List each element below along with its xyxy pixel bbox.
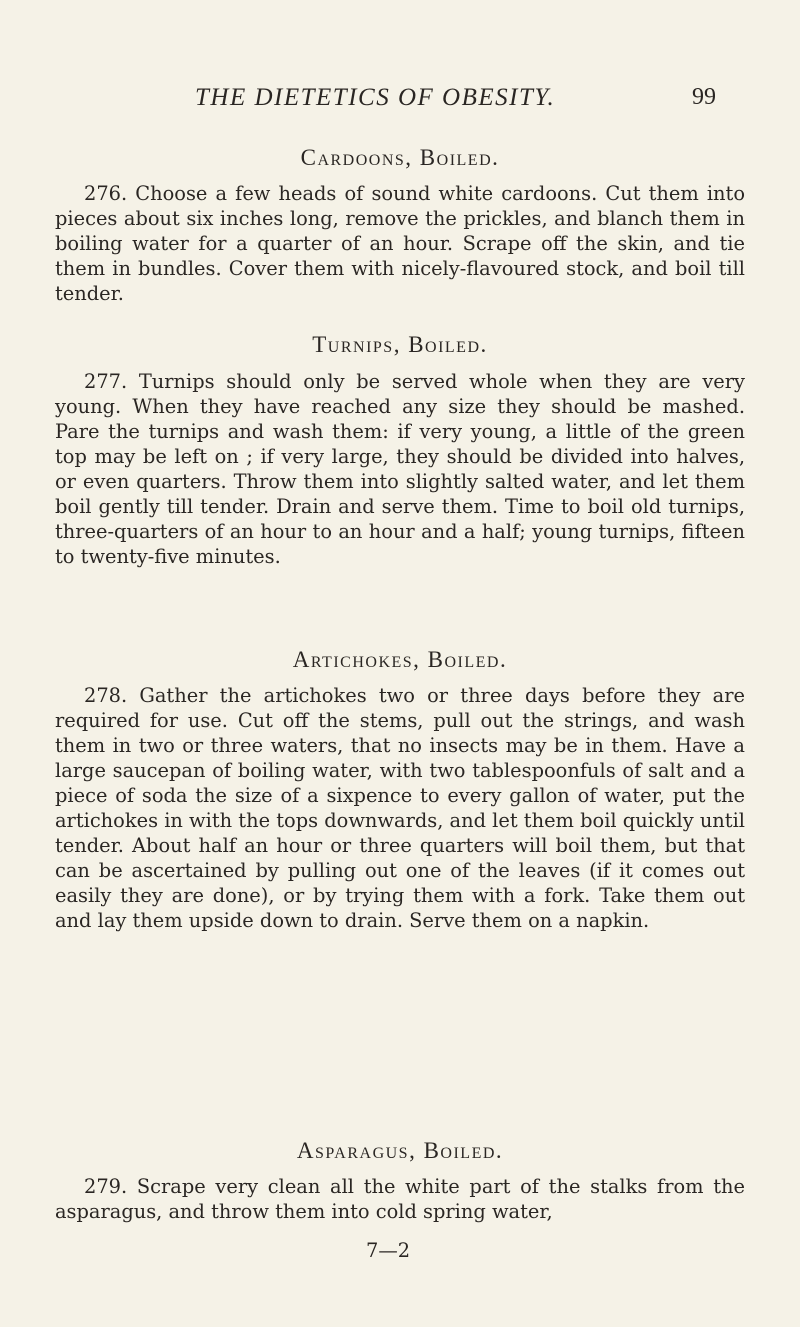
section-heading-turnips: Turnips, Boiled.	[312, 332, 488, 357]
section-heading-artichokes: Artichokes, Boiled.	[292, 647, 508, 672]
signature-mark: 7—2	[366, 1239, 411, 1262]
paragraph-279: 279. Scrape very clean all the white part of the stalks from the asparagus, and throw them into cold spring water,	[55, 1175, 745, 1223]
paragraph-276: 276. Choose a few heads of sound white cardoons. Cut them into pieces about six inches long, remove the prickles, and blanch them in boiling water for a quarter of an hour. Scrape off the skin, and tie them in bundles. Cover them with nicely-flavoured stock, and boil till tender.	[55, 182, 745, 305]
paragraph-277: 277. Turnips should only be served whole when they are very young. When they have reached any size they should be mashed. Pare the turnips and wash them: if very young, a little of the green top may be left on ; if very large, they should be divided into halves, or even quarters. Throw them into slightly salted water, and let them boil gently till tender. Drain and serve them. Time to boil old turnips, three-quarters of an hour to an hour and a half; young turnips, fifteen to twenty-five minutes.	[55, 370, 745, 568]
section-heading-cardoons: Cardoons, Boiled.	[300, 145, 500, 170]
page-number: 99	[692, 84, 716, 110]
running-head	[0, 84, 800, 118]
running-title: THE DIETETICS OF OBESITY.	[195, 84, 556, 111]
section-heading-asparagus: Asparagus, Boiled.	[296, 1138, 504, 1163]
paragraph-278: 278. Gather the artichokes two or three days before they are required for use. Cut off the stems, pull out the strings, and wash them in two or three waters, that no insects may be in them. Have a large saucepan of boiling water, with two tablespoonfuls of salt and a piece of soda the size of a sixpence to every gallon of water, put the artichokes in with the tops downwards, and let them boil quickly until tender. About half an hour or three quarters will boil them, but that can be ascertained by pulling out one of the leaves (if it comes out easily they are done), or by trying them with a fork. Take them out and lay them upside down to drain. Serve them on a napkin.	[55, 684, 745, 932]
